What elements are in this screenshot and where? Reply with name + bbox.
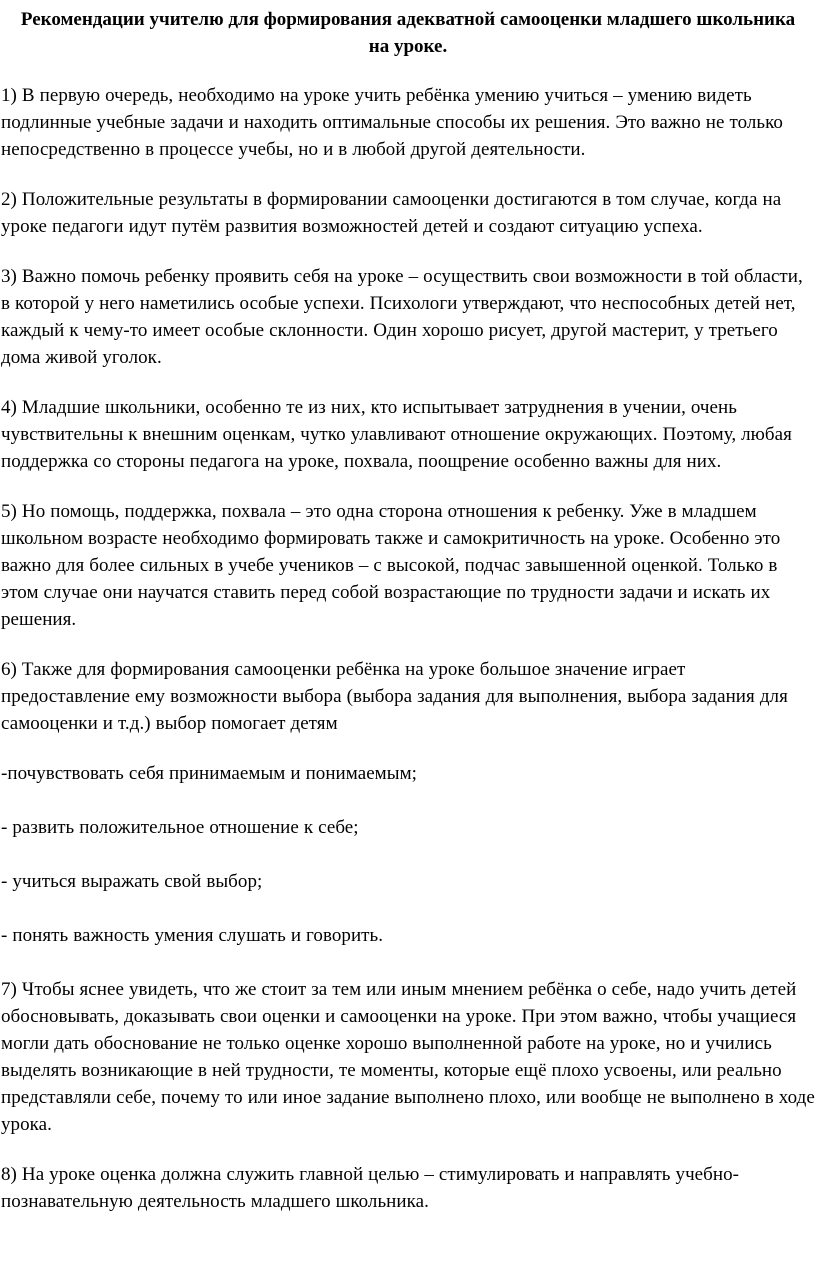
recommendation-paragraph-3: 3) Важно помочь ребенку проявить себя на уроке – осуществить свои возможности в той области, в которой у него наметились особые успехи. Психологи утверждают, что неспособных детей нет, каждый к чему-то имеет особые склонности. Один хорошо рисует, другой мастерит, у третьего дома живой уголок. (1, 266, 803, 368)
recommendation-paragraph-2: 2) Положительные результаты в формировании самооценки достигаются в том случае, когда на уроке педагоги идут путём развития возможностей детей и создают ситуацию успеха. (1, 189, 782, 237)
choice-benefit-item-4: - понять важность умения слушать и говорить. (1, 925, 384, 946)
recommendation-paragraph-1: 1) В первую очередь, необходимо на уроке учить ребёнка умению учиться – умению видеть подлинные учебные задачи и находить оптимальные способы их решения. Это важно не только непосредственно в процессе учебы, но и в любой другой деятельности. (1, 85, 783, 160)
choice-benefit-item-2: - развить положительное отношение к себе; (1, 817, 359, 838)
recommendation-paragraph-4: 4) Младшие школьники, особенно те из них, кто испытывает затруднения в учении, очень чувствительны к внешним оценкам, чутко улавливают отношение окружающих. Поэтому, любая поддержка со стороны педагога на уроке, похвала, поощрение особенно важны для них. (1, 397, 792, 472)
choice-benefit-item-1: -почувствовать себя принимаемым и понимаемым; (1, 763, 417, 784)
recommendation-paragraph-7: 7) Чтобы яснее увидеть, что же стоит за тем или иным мнением ребёнка о себе, надо учить детей обосновывать, доказывать свои оценки и самооценки на уроке. При этом важно, чтобы учащиеся могли дать обоснование не только оценке хорошо выполненной работе на уроке, но и учились выделять возникающие в ней трудности, те моменты, которые ещё плохо усвоены, или реально представляли себе, почему то или иное задание выполнено плохо, или вообще не выполнено в ходе урока. (1, 979, 815, 1135)
recommendation-paragraph-6: 6) Также для формирования самооценки ребёнка на уроке большое значение играет предоставление ему возможности выбора (выбора задания для выполнения, выбора задания для самооценки и т.д.) выбор помогает детям (1, 659, 788, 734)
choice-benefit-item-3: - учиться выражать свой выбор; (1, 871, 263, 892)
document-title: Рекомендации учителю для формирования адекватной самооценки младшего школьника на уроке. (20, 9, 796, 57)
recommendation-paragraph-5: 5) Но помощь, поддержка, похвала – это одна сторона отношения к ребенку. Уже в младшем школьном возрасте необходимо формировать также и самокритичность на уроке. Особенно это важно для более сильных в учебе учеников – с высокой, подчас завышенной оценкой. Только в этом случае они научатся ставить перед собой возрастающие по трудности задачи и искать их решения. (1, 501, 781, 630)
recommendation-paragraph-8: 8) На уроке оценка должна служить главной целью – стимулировать и направлять учебно-познавательную деятельность младшего школьника. (1, 1164, 740, 1212)
